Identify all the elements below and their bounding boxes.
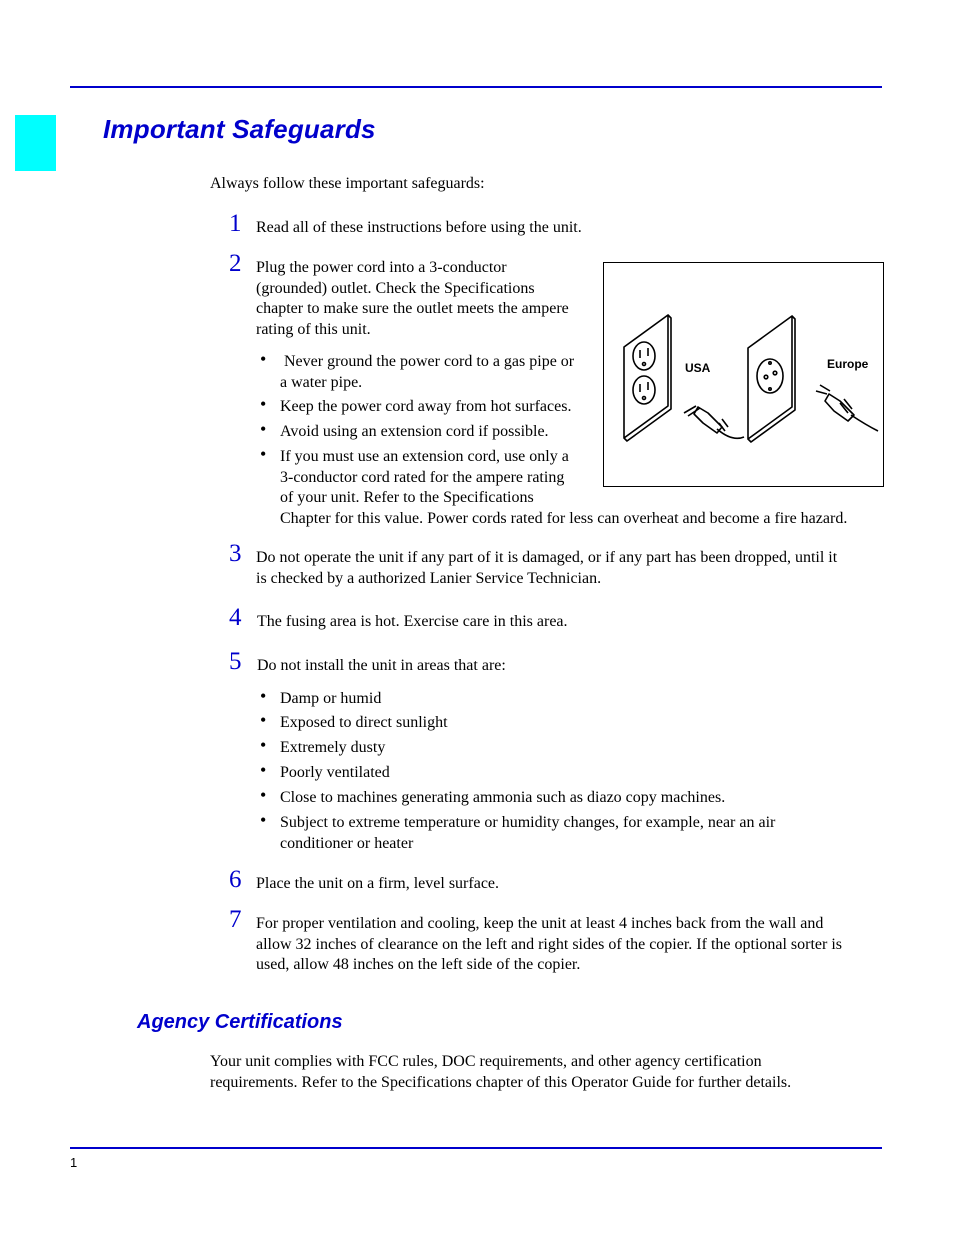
section-title: Agency Certifications	[137, 1011, 343, 1033]
list-item: Subject to extreme temperature or humidity changes, for example, near an air conditioner or heater	[280, 814, 776, 852]
item-text: For proper ventilation and cooling, keep the unit at least 4 inches back from the wall and allow 32 inches of clearance on the left and right sides of the copier. If the optional sorter is used, allow 48 inches on the left side of the copier.	[256, 915, 843, 973]
item-text: Place the unit on a firm, level surface.	[256, 875, 500, 892]
list-item: Keep the power cord away from hot surfaces.	[280, 398, 572, 415]
page-title: Important Safeguards	[103, 114, 376, 144]
bullet-icon: •	[260, 349, 267, 369]
list-item: Extremely dusty	[280, 739, 386, 756]
item-text: Read all of these instructions before using the unit.	[256, 219, 582, 236]
list-item: Close to machines generating ammonia such as diazo copy machines.	[280, 789, 726, 806]
bullet-icon: •	[260, 710, 267, 730]
item-text: Do not operate the unit if any part of it is damaged, or if any part has been dropped, until it is checked by a authorized Lanier Service Technician.	[256, 549, 838, 587]
bullet-icon: •	[260, 810, 267, 830]
item-text: Plug the power cord into a 3-conductor (grounded) outlet. Check the Specifications chapter to make sure the outlet meets the ampere rating of this unit.	[256, 259, 569, 338]
page-number: 1	[70, 1155, 78, 1170]
outlet-figure	[603, 262, 884, 487]
outlet-illustration-icon	[604, 263, 883, 486]
list-item: Exposed to direct sunlight	[280, 714, 448, 731]
item-number: 7	[229, 906, 242, 933]
list-item: If you must use an extension cord, use only a 3-conductor cord rated for the ampere rating of your unit. Refer to the Specifications Chapter for this value. Power cords rated for less can overheat and become a fire hazard.	[280, 448, 848, 527]
bullet-icon: •	[260, 394, 267, 414]
list-item: Never ground the power cord to a gas pipe or a water pipe.	[280, 353, 575, 391]
bullet-icon: •	[260, 785, 267, 805]
item-text: Do not install the unit in areas that are:	[257, 657, 506, 674]
item-number: 1	[229, 210, 242, 237]
top-rule	[70, 86, 882, 88]
list-item: Damp or humid	[280, 690, 382, 707]
list-item: Avoid using an extension cord if possible.	[280, 423, 549, 440]
bullet-icon: •	[260, 735, 267, 755]
item-number: 3	[229, 540, 242, 567]
item-text: The fusing area is hot. Exercise care in this area.	[257, 613, 568, 630]
bullet-icon: •	[260, 419, 267, 439]
item-number: 5	[229, 648, 242, 675]
intro-text: Always follow these important safeguards:	[210, 175, 485, 192]
bullet-icon: •	[260, 686, 267, 706]
list-item: Poorly ventilated	[280, 764, 390, 781]
usa-label: USA	[685, 361, 711, 375]
chapter-tab	[15, 115, 56, 171]
europe-label: Europe	[827, 357, 869, 371]
bullet-icon: •	[260, 760, 267, 780]
item-number: 2	[229, 250, 242, 277]
item-number: 6	[229, 866, 242, 893]
bottom-rule	[70, 1147, 882, 1149]
bullet-icon: •	[260, 444, 267, 464]
section-text: Your unit complies with FCC rules, DOC requirements, and other agency certification requirements. Refer to the Specifications chapter of this Operator Guide for further details.	[210, 1053, 792, 1091]
item-number: 4	[229, 604, 242, 631]
